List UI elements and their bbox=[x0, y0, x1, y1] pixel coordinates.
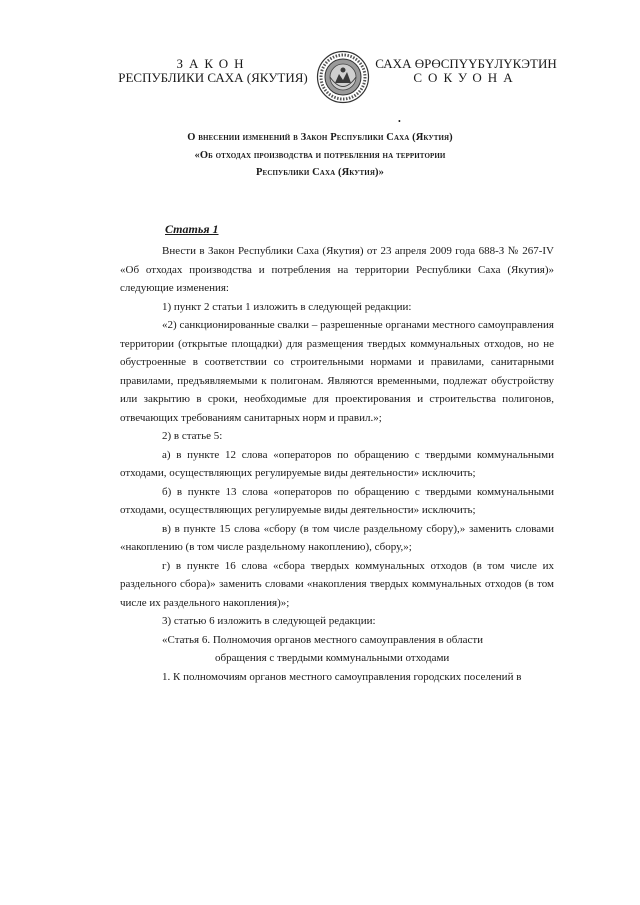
paragraph-item-2a: а) в пункте 12 слова «операторов по обращению с твердыми коммунальными отходами, осуществляющих регулируемые виды деятельности» исключить; bbox=[120, 448, 554, 479]
law-header-yakut-line2: СОКУОНА bbox=[413, 70, 519, 85]
page-mark: • bbox=[398, 117, 401, 126]
paragraph-item-2b: б) в пункте 13 слова «операторов по обращению с твердыми коммунальными отходами, осуществляющих регулируемые виды деятельности» исключить; bbox=[120, 485, 554, 516]
title-line-1: О внесении изменений в Закон Республики Саха (Якутия) bbox=[187, 132, 453, 143]
paragraph-intro: Внести в Закон Республики Саха (Якутия) от 23 апреля 2009 года 688-З № 267-IV «Об отходах производства и потребления на территории Республики Саха (Якутия)» следующие изменения: bbox=[120, 245, 554, 294]
paragraph-article-6-item-1: 1. К полномочиям органов местного самоуправления городских поселений в bbox=[162, 670, 522, 683]
law-header-line1: ЗАКОН bbox=[176, 56, 250, 71]
paragraph-item-1: 1) пункт 2 статьи 1 изложить в следующей редакции: bbox=[162, 300, 412, 313]
law-header-line2: РЕСПУБЛИКИ САХА (ЯКУТИЯ) bbox=[118, 70, 308, 85]
paragraph-item-2: 2) в статье 5: bbox=[162, 430, 223, 442]
article-heading: Статья 1 bbox=[165, 222, 219, 236]
paragraph-item-2d: г) в пункте 16 слова «сбора твердых коммунальных отходов (в том числе их раздельного сбора)» заменить словами «накопления твердых коммунальных отходов (в том числе их раздельного накопления)»; bbox=[120, 559, 554, 609]
law-header-yakut bbox=[370, 57, 562, 85]
article-6-heading: «Статья 6. Полномочия органов местного самоуправления в области bbox=[162, 633, 484, 646]
paragraph-item-1-text: «2) санкционированные свалки – разрешенные органами местного самоуправления территории (открытые площадки) для размещения твердых коммунальных отходов, но не обустроенные в соответствии со строительными нормами и правилами, санитарными правилами, предъявляемыми к полигонам. Являются временными, подлежат обустройству или закрытию в сроки, необходимые для проектирования и строительства полигонов, отвечающих требованиям санитарных норм и правил.»; bbox=[120, 319, 554, 424]
paragraph-item-3: 3) статью 6 изложить в следующей редакции: bbox=[162, 615, 376, 627]
coat-of-arms-icon bbox=[316, 50, 370, 104]
title-line-3: Республики Саха (Якутия)» bbox=[256, 167, 384, 178]
law-header-yakut-line1: САХА ӨРӨСПҮҮБҮЛҮКЭТИН bbox=[375, 56, 557, 71]
document-title bbox=[120, 129, 520, 182]
document-body bbox=[120, 242, 554, 686]
paragraph-item-2c: в) в пункте 15 слова «сбору (в том числе раздельному сбору),» заменить словами «накоплению (в том числе раздельному накоплению), сбору,»; bbox=[120, 522, 554, 553]
article-6-heading-cont: обращения с твердыми коммунальными отходами bbox=[215, 652, 450, 664]
law-header-russian bbox=[108, 57, 318, 85]
title-line-2: «Об отходах производства и потребления на территории bbox=[194, 149, 446, 161]
